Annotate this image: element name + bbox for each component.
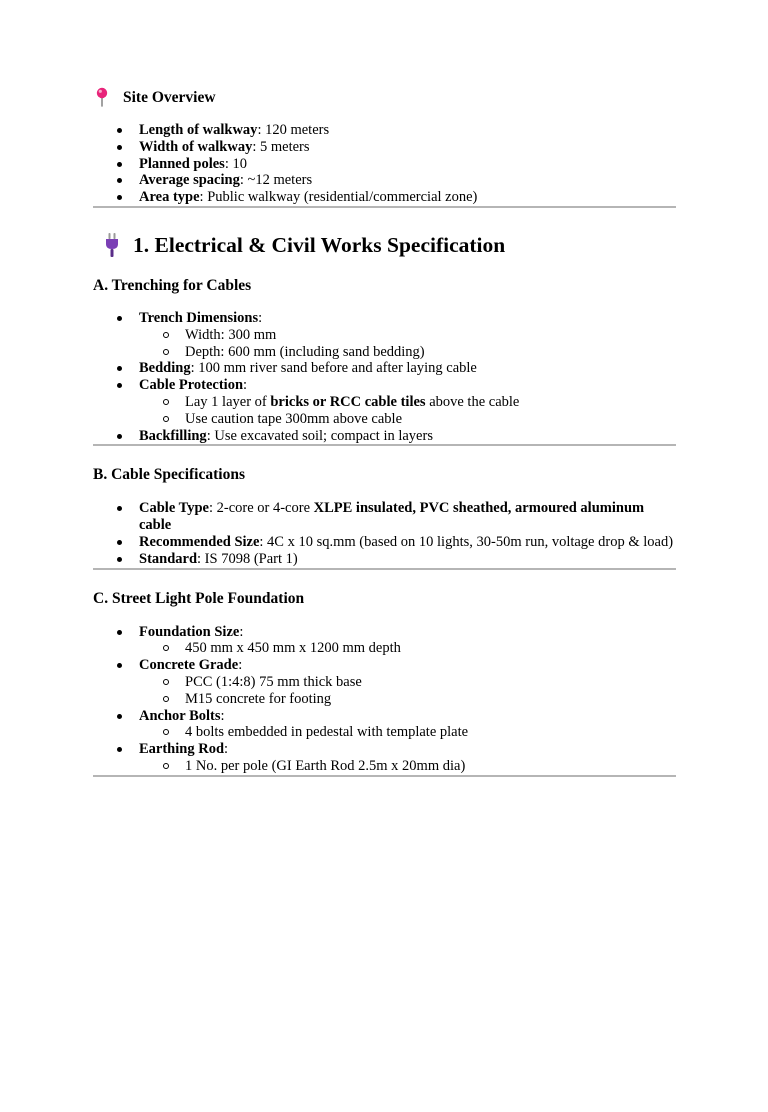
- item-label: Backfilling: [139, 427, 207, 444]
- list-item: [93, 122, 676, 139]
- sub-list-item: [93, 394, 676, 411]
- list-item: [93, 377, 676, 427]
- list-item: [93, 360, 676, 377]
- item-bold-value: XLPE insulated, PVC sheathed, armoured aluminum cable: [139, 500, 645, 534]
- item-value: :: [258, 309, 263, 326]
- sub-list: [139, 640, 676, 657]
- section1-title: 1. Electrical & Civil Works Specification: [133, 232, 506, 257]
- item-label: Area type: [139, 189, 200, 206]
- sub-list-item: 4 bolts embedded in pedestal with template plate: [93, 724, 676, 741]
- item-value: : Use excavated soil; compact in layers: [206, 427, 433, 444]
- site-overview-title: Site Overview: [123, 89, 216, 106]
- foundation-list: [93, 624, 676, 775]
- sub-list-item: 1 No. per pole (GI Earth Rod 2.5m x 20mm dia): [93, 758, 676, 775]
- sub-list-item: Depth: 600 mm (including sand bedding): [93, 344, 676, 361]
- item-label: Planned poles: [139, 155, 225, 172]
- item-label: Cable Protection: [139, 377, 244, 394]
- sub-list-item: 450 mm x 450 mm x 1200 mm depth: [93, 640, 676, 657]
- item-value: : ~12 meters: [239, 172, 313, 189]
- item-label: Average spacing: [139, 172, 240, 189]
- item-label: Length of walkway: [139, 122, 258, 138]
- item-label: Foundation Size: [139, 623, 240, 640]
- list-item: [93, 624, 676, 658]
- site-overview-heading: [93, 88, 676, 108]
- item-value: :: [243, 377, 248, 394]
- item-label: Bedding: [139, 360, 191, 377]
- foundation-heading: C. Street Light Pole Foundation: [93, 589, 305, 607]
- list-item: [93, 500, 676, 534]
- trenching-heading: A. Trenching for Cables: [93, 276, 252, 294]
- section-divider: [93, 775, 676, 777]
- document-page: [0, 88, 768, 1112]
- sub-list: [139, 394, 676, 428]
- sub-item-text: above the cable: [425, 393, 520, 410]
- list-item: [93, 172, 676, 189]
- sub-list-item: Width: 300 mm: [93, 327, 676, 344]
- item-value: : 120 meters: [257, 122, 330, 138]
- list-item: [93, 741, 676, 775]
- item-label: Concrete Grade: [139, 657, 239, 674]
- item-value: :: [220, 707, 225, 724]
- item-value: : 10: [224, 155, 247, 172]
- sub-item-bold: bricks or RCC cable tiles: [270, 393, 426, 410]
- site-overview-list: [93, 122, 676, 206]
- item-label: Recommended Size: [139, 533, 260, 550]
- round-pushpin-icon: [96, 87, 114, 107]
- item-value: : 4C x 10 sq.mm (based on 10 lights, 30-50m run, voltage drop & load): [259, 533, 674, 550]
- item-label: Earthing Rod: [139, 741, 225, 758]
- item-label: Width of walkway: [139, 138, 253, 155]
- list-item: [93, 708, 676, 742]
- list-item: [93, 189, 676, 206]
- sub-list: [139, 327, 676, 361]
- item-value: :: [238, 657, 243, 674]
- sub-list-item: Use caution tape 300mm above cable: [93, 411, 676, 428]
- trenching-list: [93, 310, 676, 444]
- sub-list: [139, 758, 676, 775]
- section-divider: [93, 444, 676, 446]
- item-value: : Public walkway (residential/commercial zone): [199, 189, 478, 206]
- cable-spec-list: [93, 500, 676, 567]
- list-item: [93, 310, 676, 360]
- item-label: Standard: [139, 550, 198, 567]
- item-value: : 100 mm river sand before and after laying cable: [190, 360, 477, 377]
- section-divider: [93, 568, 676, 570]
- item-label: Cable Type: [139, 500, 209, 517]
- sub-list: [139, 724, 676, 741]
- item-value: : IS 7098 (Part 1): [197, 550, 298, 567]
- sub-list-item: PCC (1:4:8) 75 mm thick base: [93, 674, 676, 691]
- list-item: [93, 551, 676, 568]
- item-label: Trench Dimensions: [139, 309, 259, 326]
- sub-item-text: Lay 1 layer of: [185, 393, 271, 410]
- item-value: :: [239, 623, 244, 640]
- list-item: [93, 139, 676, 156]
- list-item: [93, 156, 676, 173]
- sub-list: [139, 674, 676, 708]
- item-value: :: [224, 741, 229, 758]
- electric-plug-icon: [103, 232, 121, 258]
- section-divider: [93, 206, 676, 208]
- list-item: [93, 534, 676, 551]
- item-value: : 5 meters: [252, 138, 310, 155]
- item-label: Anchor Bolts: [139, 707, 221, 724]
- cable-spec-heading: B. Cable Specifications: [93, 466, 245, 484]
- section1-heading: [93, 232, 676, 258]
- list-item: [93, 657, 676, 707]
- item-value: : 2-core or 4-core: [208, 500, 314, 517]
- list-item: [93, 428, 676, 445]
- sub-list-item: M15 concrete for footing: [93, 691, 676, 708]
